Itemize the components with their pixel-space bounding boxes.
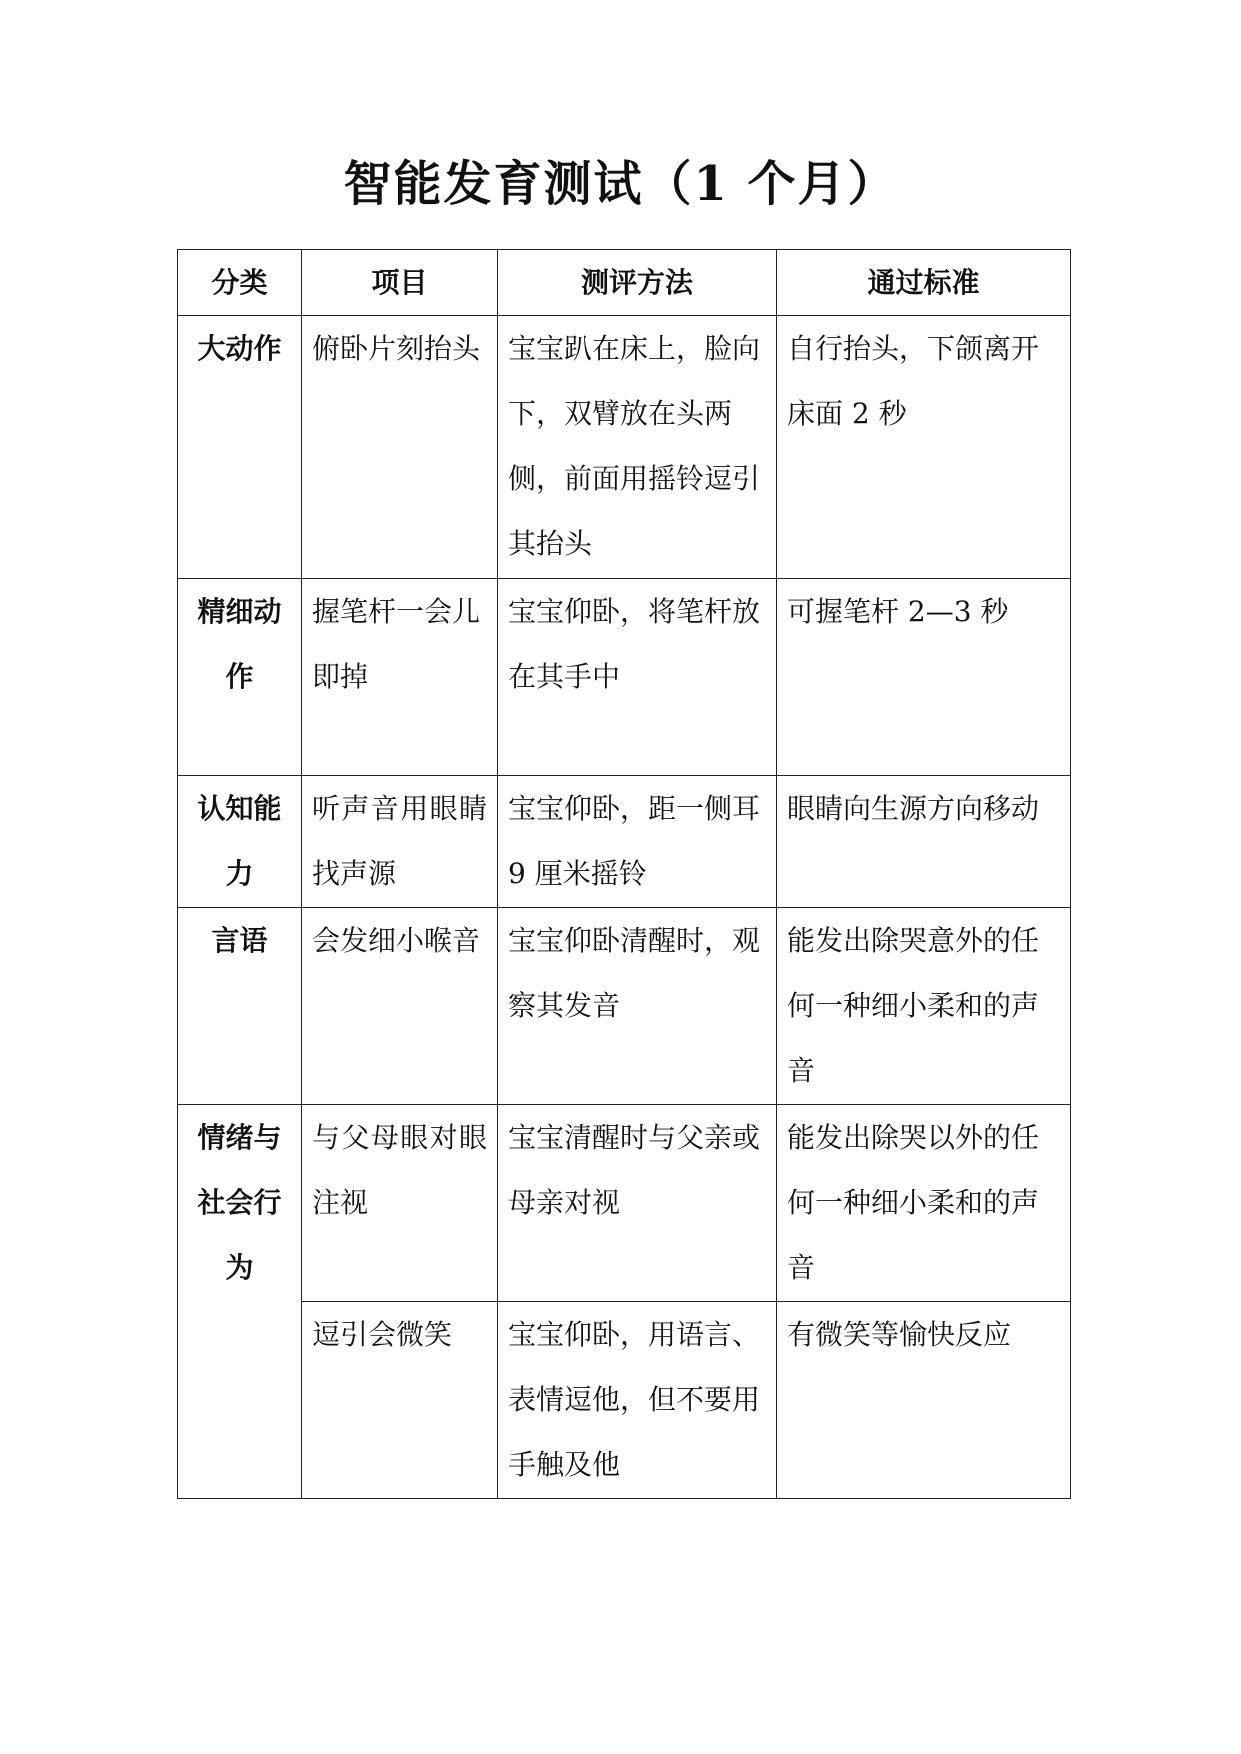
header-method: 测评方法 (498, 250, 777, 316)
category-cell: 情绪与社会行为 (178, 1105, 302, 1499)
category-cell: 认知能力 (178, 776, 302, 908)
method-cell: 宝宝清醒时与父亲或母亲对视 (498, 1105, 777, 1302)
table-row (178, 908, 1071, 1105)
table-header-row (178, 250, 1071, 316)
standard-cell: 眼睛向生源方向移动 (777, 776, 1071, 908)
assessment-table (177, 249, 1071, 1499)
item-cell: 会发细小喉音 (302, 908, 498, 1105)
category-cell: 言语 (178, 908, 302, 1105)
table-row (178, 316, 1071, 579)
category-cell: 大动作 (178, 316, 302, 579)
table-row (178, 776, 1071, 908)
header-item: 项目 (302, 250, 498, 316)
item-cell: 逗引会微笑 (302, 1302, 498, 1499)
header-standard: 通过标准 (777, 250, 1071, 316)
table-row (178, 1105, 1071, 1302)
standard-cell: 能发出除哭以外的任何一种细小柔和的声音 (777, 1105, 1071, 1302)
table-row (178, 579, 1071, 776)
page-title: 智能发育测试（1 个月） (343, 156, 898, 212)
standard-cell: 能发出除哭意外的任何一种细小柔和的声音 (777, 908, 1071, 1105)
method-cell: 宝宝仰卧，将笔杆放在其手中 (498, 579, 777, 776)
item-cell: 听声音用眼睛找声源 (302, 776, 498, 908)
standard-cell: 可握笔杆 2—3 秒 (777, 579, 1071, 776)
table-row (178, 1302, 1071, 1499)
category-cell: 精细动作 (178, 579, 302, 776)
item-cell: 与父母眼对眼注视 (302, 1105, 498, 1302)
method-cell: 宝宝仰卧，距一侧耳 9 厘米摇铃 (498, 776, 777, 908)
standard-cell: 有微笑等愉快反应 (777, 1302, 1071, 1499)
item-cell: 俯卧片刻抬头 (302, 316, 498, 579)
header-category: 分类 (178, 250, 302, 316)
method-cell: 宝宝仰卧清醒时，观察其发音 (498, 908, 777, 1105)
method-cell: 宝宝仰卧，用语言、表情逗他，但不要用手触及他 (498, 1302, 777, 1499)
standard-cell: 自行抬头，下颌离开床面 2 秒 (777, 316, 1071, 579)
method-cell: 宝宝趴在床上，脸向下，双臂放在头两侧，前面用摇铃逗引其抬头 (498, 316, 777, 579)
item-cell: 握笔杆一会儿 即掉 (302, 579, 498, 776)
